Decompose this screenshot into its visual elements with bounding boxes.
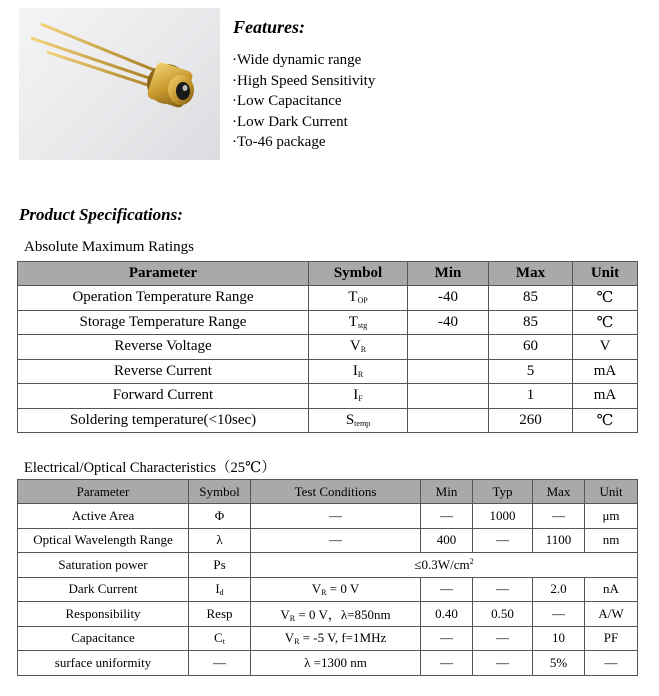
cell-symbol <box>189 528 251 553</box>
cell-parameter: Reverse Current <box>18 359 309 384</box>
cell-parameter: Capacitance <box>18 626 189 651</box>
cell-parameter: Reverse Voltage <box>18 335 309 360</box>
cell-symbol <box>189 504 251 529</box>
feature-item: ·Low Capacitance <box>232 93 342 109</box>
cell-min: — <box>421 504 473 529</box>
table-row <box>18 310 638 335</box>
cell-max: 260 <box>489 408 573 433</box>
symbol-main: S <box>345 411 355 428</box>
cond-text: = -5 V, f=1MHz <box>299 630 387 646</box>
cell-min: 400 <box>421 528 473 553</box>
cell-parameter: surface uniformity <box>18 651 189 676</box>
cell-unit: μm <box>585 504 638 529</box>
table-row-saturation <box>18 553 638 578</box>
table-row <box>18 408 638 433</box>
cell-max: 60 <box>489 335 573 360</box>
cell-test-conditions <box>251 651 421 676</box>
cond-text: = 0 V，λ=850nm <box>295 607 391 623</box>
cell-max: 1 <box>489 384 573 409</box>
header-min: Min <box>408 262 489 286</box>
table-header-row <box>18 480 638 504</box>
cell-min: — <box>421 577 473 602</box>
cell-symbol <box>309 286 408 311</box>
header-typ: Typ <box>473 480 533 504</box>
cell-unit: nA <box>585 577 638 602</box>
cell-parameter: Responsibility <box>18 602 189 627</box>
cell-symbol <box>309 310 408 335</box>
features-title: Features: <box>233 17 305 37</box>
cell-typ: 1000 <box>473 504 533 529</box>
cell-test-conditions <box>251 528 421 553</box>
symbol-sub: R <box>357 369 364 379</box>
header-symbol: Symbol <box>189 480 251 504</box>
cond-pre: V <box>311 581 322 597</box>
feature-item: ·Low Dark Current <box>232 113 348 130</box>
symbol-main: I <box>352 362 358 379</box>
cell-symbol <box>309 384 408 409</box>
cell-unit: ℃ <box>573 310 638 335</box>
cell-parameter: Active Area <box>18 504 189 529</box>
header-parameter: Parameter <box>18 480 189 504</box>
specifications-title: Product Specifications: <box>19 205 183 224</box>
symbol-sub: F <box>358 394 363 404</box>
cell-max: — <box>533 602 585 627</box>
cell-test-conditions <box>251 577 421 602</box>
electrical-optical-label: Electrical/Optical Characteristics（25℃） <box>24 460 276 476</box>
header-parameter: Parameter <box>18 262 309 286</box>
symbol-main: λ <box>216 532 223 548</box>
header-max: Max <box>533 480 585 504</box>
cell-symbol <box>189 626 251 651</box>
cell-symbol <box>309 359 408 384</box>
cell-parameter: Operation Temperature Range <box>18 286 309 311</box>
cell-parameter: Dark Current <box>18 577 189 602</box>
cell-min: — <box>421 651 473 676</box>
feature-item: ·Wide dynamic range <box>232 52 362 68</box>
symbol-main: T <box>348 313 358 330</box>
photodiode-image <box>19 8 220 160</box>
table-row <box>18 651 638 676</box>
cell-typ: — <box>473 626 533 651</box>
cell-test-conditions <box>251 626 421 651</box>
symbol-sub: t <box>222 637 225 647</box>
cond-sub: R <box>321 588 327 598</box>
cell-min <box>408 408 489 433</box>
table-row <box>18 286 638 311</box>
product-photo <box>19 8 220 160</box>
table-row <box>18 504 638 529</box>
cell-parameter: Storage Temperature Range <box>18 310 309 335</box>
cell-unit: V <box>573 335 638 360</box>
cell-max: 10 <box>533 626 585 651</box>
saturation-value: ≤0.3W/cm <box>414 556 470 572</box>
symbol-main: Resp <box>206 605 233 621</box>
cell-test-conditions <box>251 504 421 529</box>
header-min: Min <box>421 480 473 504</box>
cond-text: — <box>329 507 342 523</box>
symbol-main: C <box>214 630 223 646</box>
cell-parameter: Optical Wavelength Range <box>18 528 189 553</box>
absolute-max-ratings-table <box>17 261 638 433</box>
cell-min: -40 <box>408 310 489 335</box>
cell-parameter: Saturation power <box>18 553 189 578</box>
cell-min <box>408 335 489 360</box>
header-symbol: Symbol <box>309 262 408 286</box>
saturation-value-sup: 2 <box>469 556 474 566</box>
cell-min: 0.40 <box>421 602 473 627</box>
cell-saturation-value <box>251 553 638 578</box>
table-row <box>18 626 638 651</box>
cell-unit: ℃ <box>573 286 638 311</box>
cell-symbol: Ps <box>189 553 251 578</box>
cell-max: 85 <box>489 286 573 311</box>
cell-symbol <box>189 577 251 602</box>
symbol-sub: temp <box>354 418 371 428</box>
table-row <box>18 384 638 409</box>
cell-min <box>408 384 489 409</box>
cond-pre: V <box>284 630 295 646</box>
cond-text: — <box>329 532 342 548</box>
feature-item: ·High Speed Sensitivity <box>232 72 376 89</box>
cell-symbol <box>189 651 251 676</box>
cell-min <box>408 359 489 384</box>
symbol-main: T <box>348 289 358 306</box>
cell-max: 85 <box>489 310 573 335</box>
cell-typ: — <box>473 651 533 676</box>
header-unit: Unit <box>585 480 638 504</box>
absolute-max-ratings-label: Absolute Maximum Ratings <box>24 239 194 255</box>
cell-max: 2.0 <box>533 577 585 602</box>
header-test-conditions: Test Conditions <box>251 480 421 504</box>
cell-symbol <box>309 335 408 360</box>
cond-sub: R <box>289 614 296 624</box>
symbol-sub: OP <box>357 296 368 306</box>
cell-parameter: Forward Current <box>18 384 309 409</box>
symbol-sub: stg <box>357 320 368 330</box>
feature-item: ·To-46 package <box>232 134 326 150</box>
table-header-row <box>18 262 638 286</box>
table-row <box>18 528 638 553</box>
cell-unit: nm <box>585 528 638 553</box>
cell-typ: — <box>473 528 533 553</box>
symbol-main: — <box>213 654 226 670</box>
symbol-main: I <box>215 581 220 597</box>
table-row <box>18 335 638 360</box>
cell-test-conditions <box>251 602 421 627</box>
features-list <box>232 50 375 153</box>
symbol-sub: R <box>360 345 367 355</box>
symbol-main: V <box>349 338 361 355</box>
cell-max: — <box>533 504 585 529</box>
cond-sub: R <box>294 637 300 647</box>
cell-symbol <box>189 602 251 627</box>
cell-unit: PF <box>585 626 638 651</box>
cell-min: — <box>421 626 473 651</box>
symbol-main: Φ <box>214 507 225 523</box>
cell-unit: mA <box>573 359 638 384</box>
cell-min: -40 <box>408 286 489 311</box>
symbol-sub: d <box>219 588 224 598</box>
electrical-optical-table <box>17 479 638 676</box>
cell-max: 5 <box>489 359 573 384</box>
cond-text: λ =1300 nm <box>304 654 367 670</box>
table-row <box>18 359 638 384</box>
cell-max: 5% <box>533 651 585 676</box>
cond-pre: V <box>280 607 290 623</box>
cell-typ: 0.50 <box>473 602 533 627</box>
symbol-main: I <box>353 387 359 404</box>
header-max: Max <box>489 262 573 286</box>
cell-unit: — <box>585 651 638 676</box>
cell-max: 1100 <box>533 528 585 553</box>
cell-typ: — <box>473 577 533 602</box>
cond-text: = 0 V <box>326 581 360 597</box>
cell-parameter: Soldering temperature(<10sec) <box>18 408 309 433</box>
table-row <box>18 602 638 627</box>
cell-symbol <box>309 408 408 433</box>
header-unit: Unit <box>573 262 638 286</box>
cell-unit: A/W <box>585 602 638 627</box>
cell-unit: mA <box>573 384 638 409</box>
cell-unit: ℃ <box>573 408 638 433</box>
table-row <box>18 577 638 602</box>
